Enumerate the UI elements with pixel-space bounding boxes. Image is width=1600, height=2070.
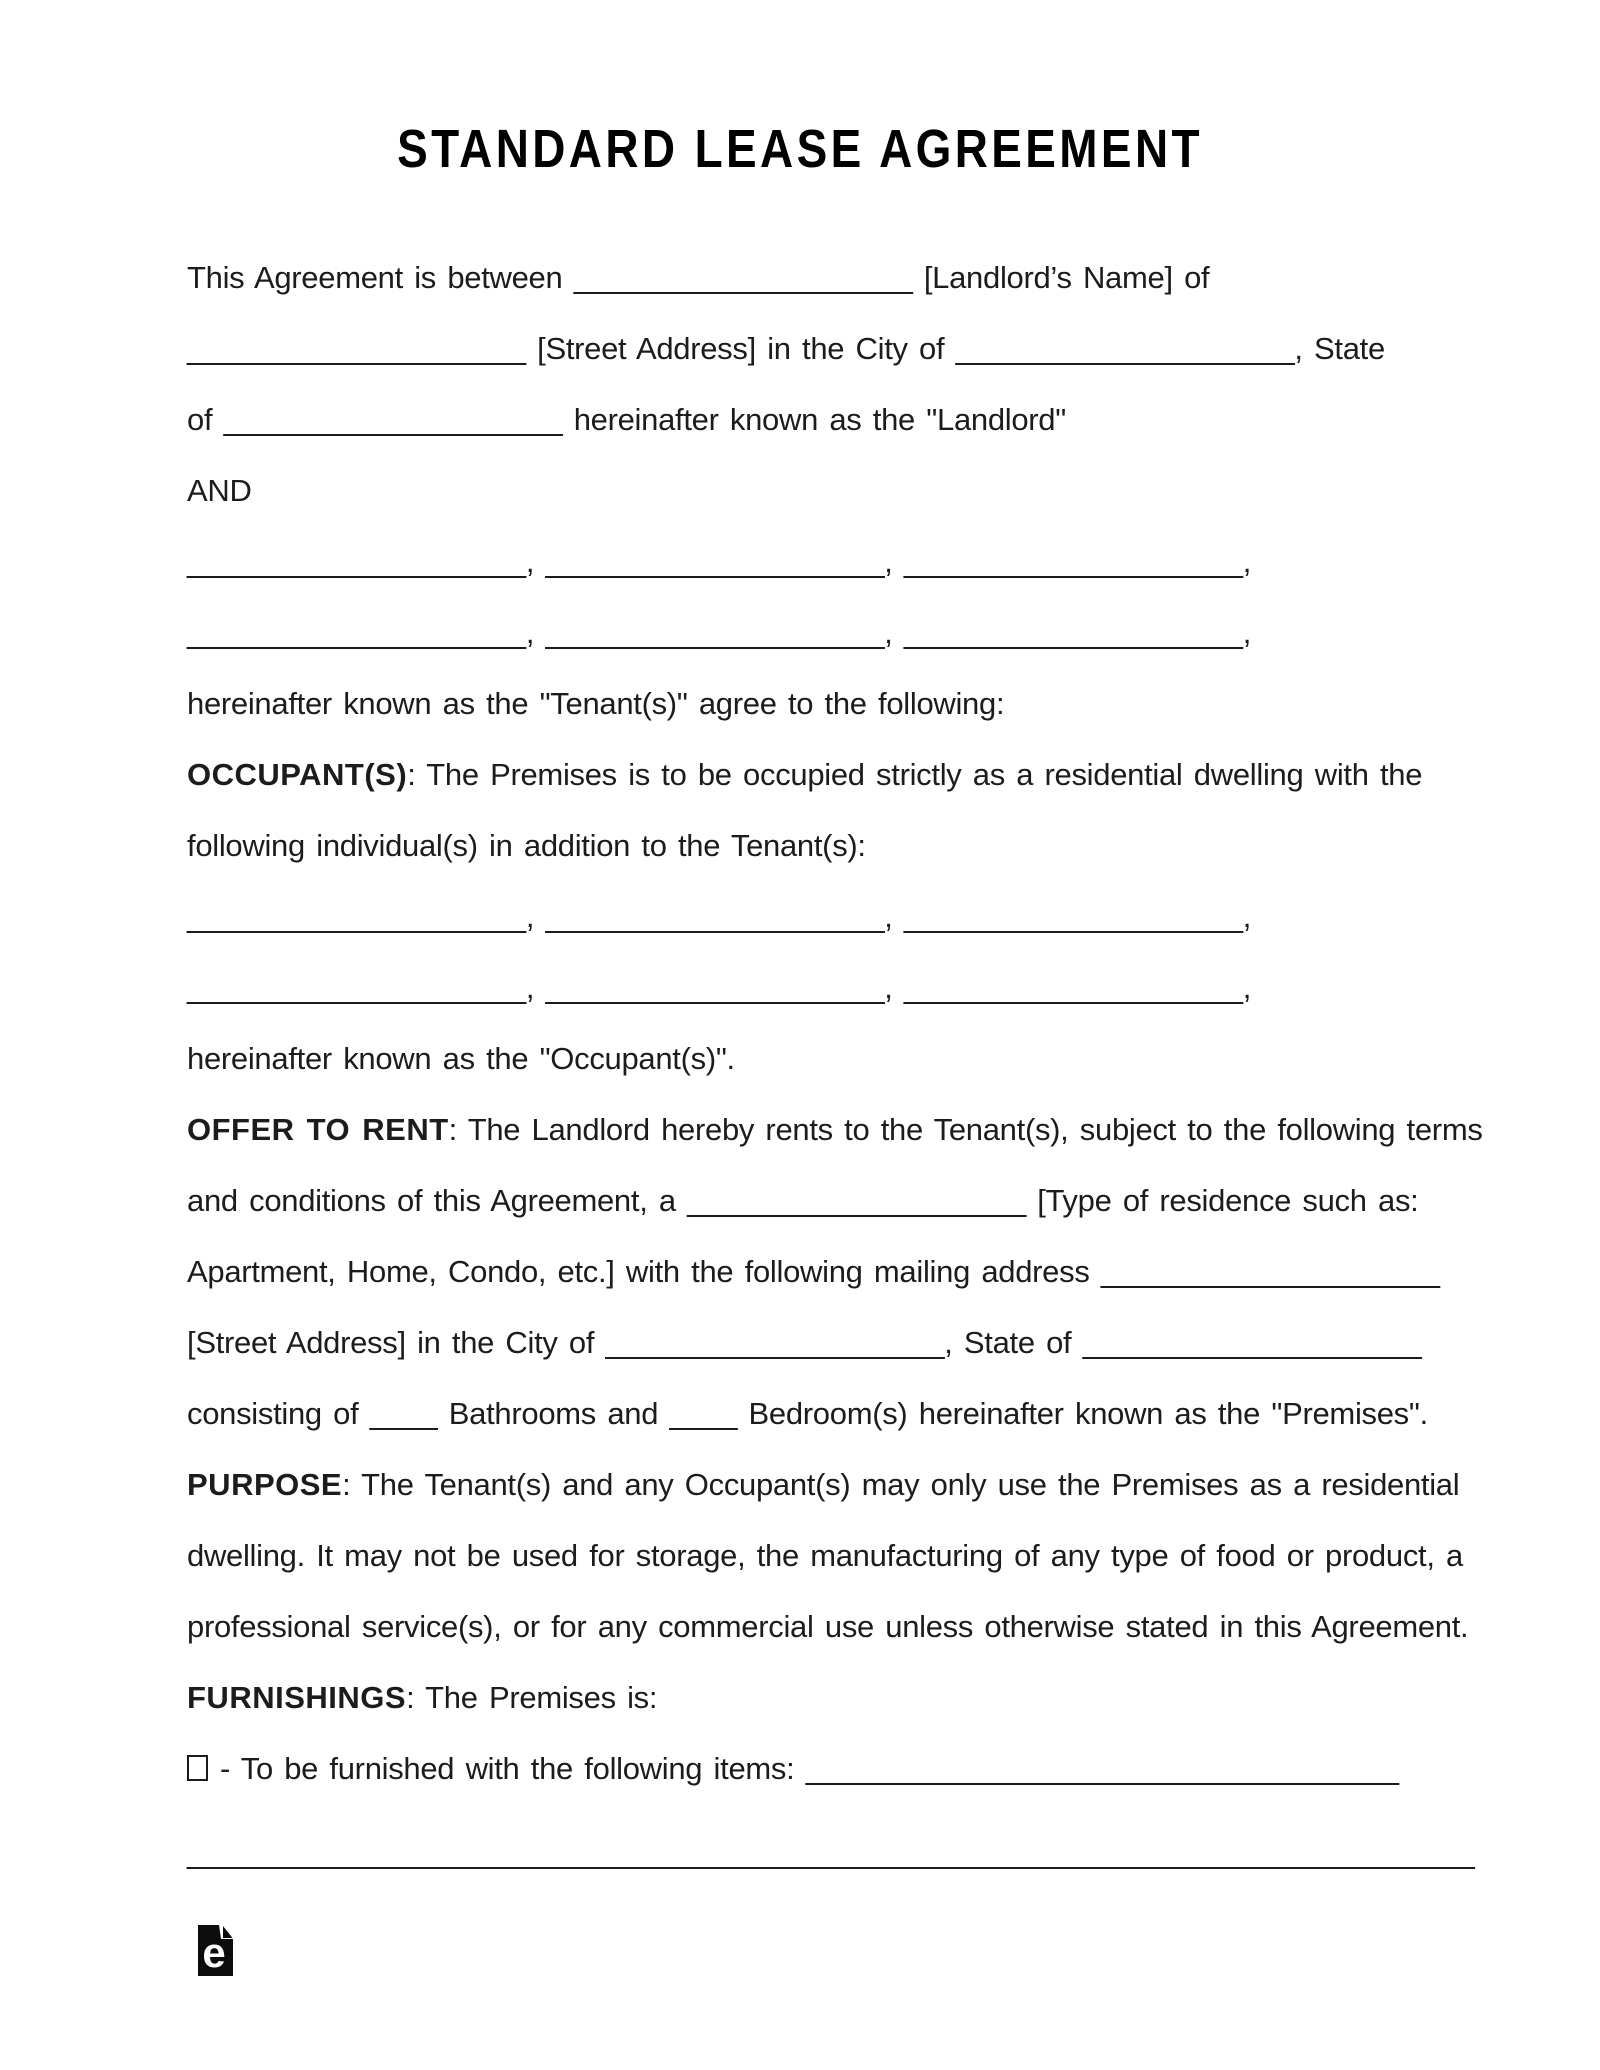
furnishings-section-label: FURNISHINGS (187, 1680, 407, 1715)
occupant-name-blanks-row-1 (187, 881, 1414, 952)
furnishings-section-line (187, 1662, 1414, 1733)
offer-to-rent-section-line-2 (187, 1165, 1419, 1236)
line-text: consisting of ____ Bathrooms and ____ Bedroom(s) hereinafter known as the "Premises". (187, 1396, 1428, 1431)
offer-to-rent-section-line-1 (187, 1094, 1483, 1165)
line-text: : The Tenant(s) and any Occupant(s) may only use the Premises as a residential (342, 1467, 1460, 1502)
write-in-blank-line (187, 1817, 1475, 1888)
line-text: hereinafter known as the "Occupant(s)". (187, 1041, 735, 1076)
intro-line-1 (187, 242, 1414, 313)
line-text: following individual(s) in addition to the Tenant(s): (187, 828, 866, 863)
occupant-name-blanks-row-2 (187, 952, 1414, 1023)
offer-to-rent-section-line-5 (187, 1378, 1428, 1449)
furnished-checkbox[interactable] (187, 1755, 208, 1781)
line-text: and conditions of this Agreement, a ____________________ [Type of residence such as: (187, 1183, 1419, 1218)
purpose-section-line-3 (187, 1591, 1469, 1662)
line-text: [Street Address] in the City of ____________________, State of ____________________ (187, 1325, 1422, 1360)
offer-to-rent-section-line-3 (187, 1236, 1440, 1307)
occupants-section-label: OCCUPANT(S) (187, 757, 408, 792)
intro-line-2 (187, 313, 1414, 384)
purpose-section-line-2 (187, 1520, 1463, 1591)
line-text: hereinafter known as the "Tenant(s)" agree to the following: (187, 686, 1005, 721)
line-text: Apartment, Home, Condo, etc.] with the following mailing address ____________________ (187, 1254, 1440, 1289)
tenant-name-blanks-row-2 (187, 597, 1414, 668)
offer-to-rent-section-line-4 (187, 1307, 1422, 1378)
purpose-section-line-1 (187, 1449, 1460, 1520)
tenant-name-blanks-row-1 (187, 526, 1414, 597)
line-text: : The Premises is: (406, 1680, 658, 1715)
line-text: professional service(s), or for any commercial use unless otherwise stated in this Agreement. (187, 1609, 1469, 1644)
eforms-logo (198, 1925, 233, 1976)
line-text: ____________________ [Street Address] in the City of ____________________, State (187, 331, 1385, 366)
and-separator (187, 455, 1414, 526)
line-text: dwelling. It may not be used for storage, the manufacturing of any type of food or product, a (187, 1538, 1463, 1573)
page-title-text: STANDARD LEASE AGREEMENT (397, 119, 1204, 179)
purpose-section-label: PURPOSE (187, 1467, 343, 1502)
line-text: ____________________________________________________________________________ (187, 1835, 1475, 1870)
furnished-option-line (187, 1733, 1414, 1804)
document-body (187, 242, 1483, 1888)
line-text: This Agreement is between ____________________ [Landlord’s Name] of (187, 260, 1210, 295)
occupants-section-line-2 (187, 810, 1414, 881)
line-text: of ____________________ hereinafter known as the "Landlord" (187, 402, 1066, 437)
page-title (187, 118, 1414, 180)
line-text: - To be furnished with the following items: ___________________________________ (220, 1751, 1399, 1786)
line-text: AND (187, 473, 252, 508)
line-text: : The Premises is to be occupied strictly as a residential dwelling with the (407, 757, 1423, 792)
line-text: ____________________, ____________________, ____________________, (187, 615, 1252, 650)
intro-line-3 (187, 384, 1414, 455)
tenant-clause-line (187, 668, 1414, 739)
line-text: ____________________, ____________________, ____________________, (187, 899, 1252, 934)
occupants-section-line-1 (187, 739, 1423, 810)
occupant-clause-line (187, 1023, 1414, 1094)
line-text: ____________________, ____________________, ____________________, (187, 544, 1252, 579)
line-text: : The Landlord hereby rents to the Tenant(s), subject to the following terms (448, 1112, 1483, 1147)
line-text: ____________________, ____________________, ____________________, (187, 970, 1252, 1005)
offer-to-rent-section-label: OFFER TO RENT (187, 1112, 449, 1147)
logo-letter: e (202, 1929, 226, 1976)
